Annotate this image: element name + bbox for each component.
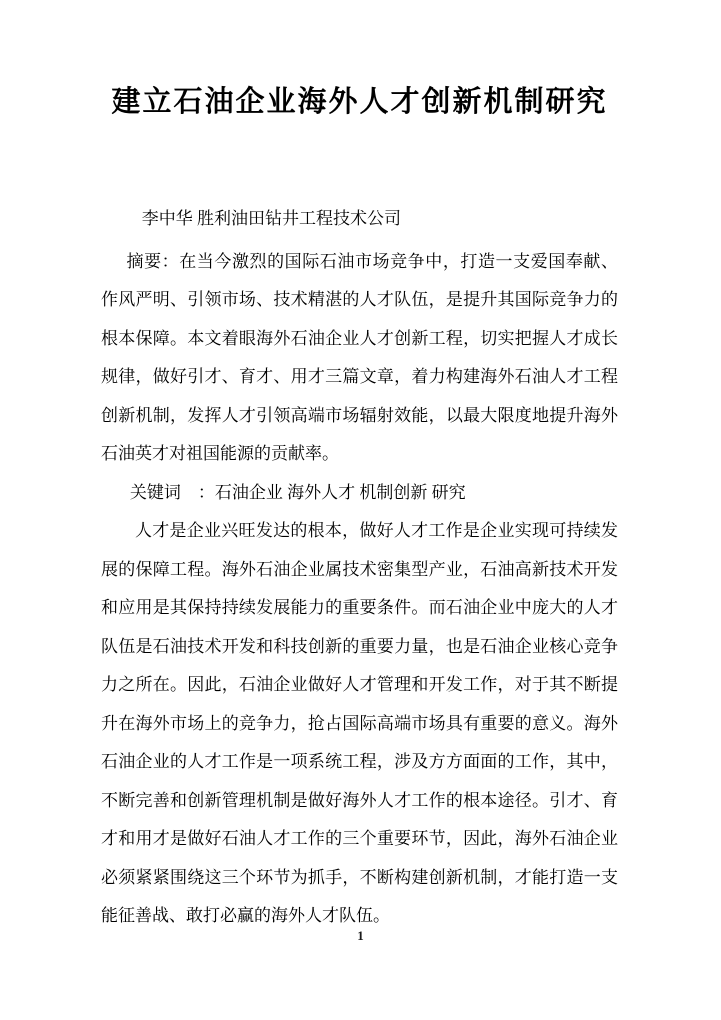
document-title: 建立石油企业海外人才创新机制研究 <box>111 86 608 118</box>
abstract-paragraph: 摘要：在当今激烈的国际石油市场竞争中，打造一支爱国奉献、作风严明、引领市场、技术精湛的人才队伍，是提升其国际竞争力的根本保障。本文着眼海外石油企业人才创新工程，切实把握人才成长规律，做好引才、育才、用才三篇文章，着力构建海外石油人才工程创新机制，发挥人才引领高端市场辐射效能，以最大限度地提升海外石油英才对祖国能源的贡献率。 <box>101 251 618 463</box>
author-affiliation-line: 李中华 胜利油田钻井工程技术公司 <box>141 209 402 228</box>
keywords-line: 关键词 ：石油企业 海外人才 机制创新 研究 <box>129 482 466 502</box>
page-number: 1 <box>357 928 364 943</box>
body-paragraph: 人才是企业兴旺发达的根本，做好人才工作是企业实现可持续发展的保障工程。海外石油企业属技术密集型产业，石油高新技术开发和应用是其保持持续发展能力的重要条件。而石油企业中庞大的人才队伍是石油技术开发和科技创新的重要力量，也是石油企业核心竞争力之所在。因此，石油企业做好人才管理和开发工作，对于其不断提升在海外市场上的竞争力，抢占国际高端市场具有重要的意义。海外石油企业的人才工作是一项系统工程，涉及方方面面的工作，其中，不断完善和创新管理机制是做好海外人才工作的根本途径。引才、育才和用才是做好石油人才工作的三个重要环节，因此，海外石油企业必须紧紧围绕这三个环节为抓手，不断构建创新机制，才能打造一支能征善战、敢打必赢的海外人才队伍。 <box>101 521 618 925</box>
